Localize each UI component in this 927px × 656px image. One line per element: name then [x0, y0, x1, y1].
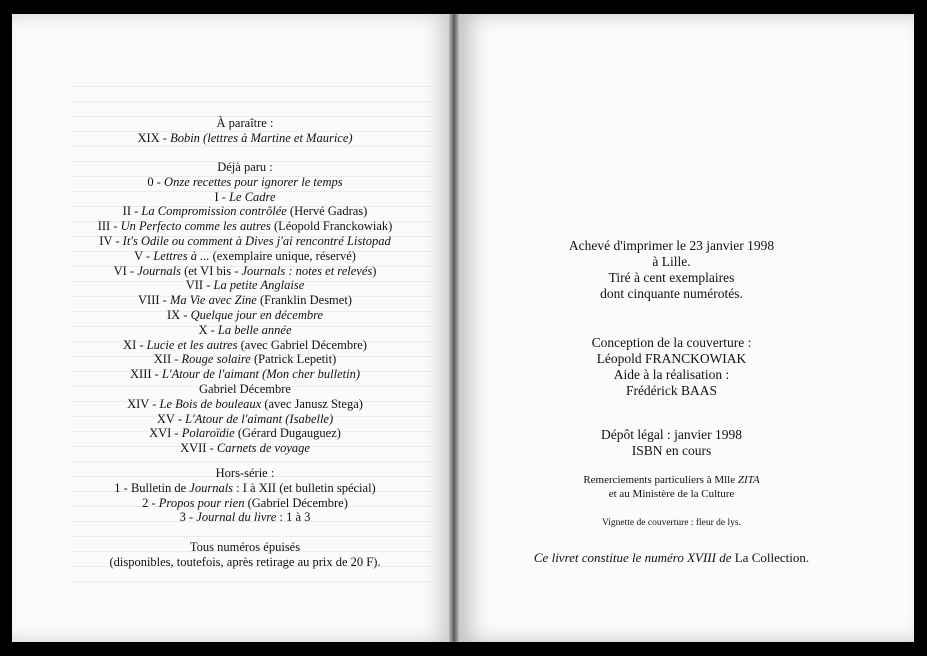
credits-info	[459, 335, 884, 399]
printing-line: dont cinquante numérotés.	[600, 286, 743, 301]
list-item: XIX - Bobin (lettres à Martine et Maurice)	[137, 130, 353, 145]
credits-line: Aide à la réalisation :	[613, 367, 730, 382]
list-item: XI - Lucie et les autres (avec Gabriel Décembre)	[123, 337, 367, 352]
list-item: XIII - L'Atour de l'aimant (Mon cher bulletin)	[130, 367, 360, 382]
thanks-info	[459, 473, 884, 501]
list-item: 1 - Bulletin de Journals : I à XII (et bulletin spécial)	[114, 480, 376, 495]
right-page	[459, 14, 914, 642]
thanks-line: Remerciements particuliers à Mlle ZITA	[583, 474, 760, 486]
left-page	[12, 14, 449, 642]
list-item: XVII - Carnets de voyage	[180, 441, 310, 456]
list-item: X - La belle année	[198, 322, 292, 337]
credits-line: Frédérick BAAS	[625, 383, 718, 398]
thanks-line: et au Ministère de la Culture	[608, 488, 735, 500]
vignette-line: Vignette de couverture : fleur de lys.	[602, 518, 741, 528]
list-item: I - Le Cadre	[214, 189, 276, 204]
list-item: 0 - Onze recettes pour ignorer le temps	[147, 174, 343, 189]
list-item: II - La Compromission contrôlée (Hervé Gadras)	[122, 204, 368, 219]
list-item: XVI - Polaroïdie (Gérard Dugauguez)	[149, 426, 341, 441]
credits-line: Conception de la couverture :	[591, 335, 752, 350]
a-paraitre-heading: À paraître :	[216, 116, 274, 130]
list-item-continuation: Gabriel Décembre	[199, 381, 291, 396]
list-item: V - Lettres à ... (exemplaire unique, réservé)	[134, 248, 356, 263]
a-paraitre-section	[30, 116, 449, 146]
hors-serie-section	[30, 466, 449, 525]
list-item: III - Un Perfecto comme les autres (Léopold Franckowiak)	[97, 219, 393, 234]
collection-info	[459, 550, 884, 566]
list-item: XV - L'Atour de l'aimant (Isabelle)	[156, 411, 334, 426]
legal-info	[459, 427, 884, 459]
printing-line: à Lille.	[652, 254, 691, 269]
legal-line: Dépôt légal : janvier 1998	[601, 427, 742, 442]
list-item: XIV - Le Bois de bouleaux (avec Janusz Stega)	[127, 396, 363, 411]
credits-line: Léopold FRANCKOWIAK	[596, 351, 747, 366]
printing-line: Tiré à cent exemplaires	[608, 270, 735, 285]
deja-paru-section	[30, 160, 449, 456]
epuises-section	[30, 540, 449, 570]
epuises-line-2: (disponibles, toutefois, après retirage au prix de 20 F).	[109, 554, 381, 569]
collection-line: Ce livret constitue le numéro XVIII de La Collection.	[533, 550, 810, 565]
deja-paru-heading: Déjà paru :	[217, 160, 273, 174]
legal-line: ISBN en cours	[631, 443, 712, 458]
list-item: IV - It's Odile ou comment à Dives j'ai rencontré Listopad	[99, 233, 391, 248]
epuises-line-1: Tous numéros épuisés	[189, 540, 301, 554]
printing-info	[459, 238, 884, 302]
printing-line: Achevé d'imprimer le 23 janvier 1998	[568, 238, 775, 253]
list-item: 2 - Propos pour rien (Gabriel Décembre)	[142, 495, 348, 510]
list-item: VII - La petite Anglaise	[185, 278, 305, 293]
list-item: VI - Journals (et VI bis - Journals : notes et relevés)	[113, 263, 377, 278]
list-item: VIII - Ma Vie avec Zine (Franklin Desmet)	[138, 293, 352, 308]
vignette-info	[459, 517, 884, 529]
hors-serie-heading: Hors-série :	[215, 466, 275, 480]
list-item: 3 - Journal du livre : 1 à 3	[179, 510, 311, 525]
book-spine	[449, 14, 459, 642]
list-item: XII - Rouge solaire (Patrick Lepetit)	[153, 352, 337, 367]
list-item: IX - Quelque jour en décembre	[166, 307, 324, 322]
